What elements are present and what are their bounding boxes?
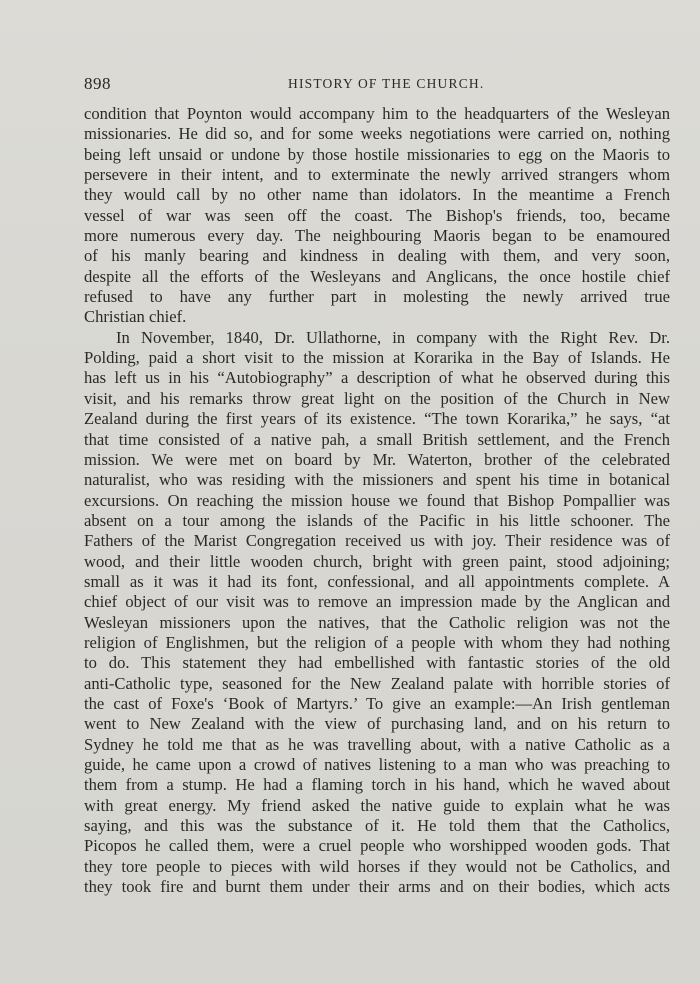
text-line: chief object of our visit was to remove an impression made by the Anglican and [84, 592, 670, 612]
text-line: has left us in his “Autobiography” a description of what he observed during this [84, 368, 670, 388]
text-line: guide, he came upon a crowd of natives listening to a man who was preaching to [84, 755, 670, 774]
text-line: absent on a tour among the islands of the Pacific in his little schooner. The [84, 510, 670, 530]
text-line: saying, and this was the substance of it. He told them that the Catholics, [84, 816, 670, 836]
text-line: Wesleyan missioners upon the natives, that the Catholic religion was not the [84, 612, 670, 632]
text-line: excursions. On reaching the mission house we found that Bishop Pompallier was [84, 490, 670, 510]
text-line: visit, and his remarks throw great light on the position of the Church in New [84, 388, 670, 408]
text-line: to do. This statement they had embellished with fantastic stories of the old [84, 653, 670, 673]
text-line: Zealand during the first years of its existence. “The town Korarika,” he says, “at [84, 409, 670, 429]
text-line: persevere in their intent, and to exterminate the newly arrived strangers whom [84, 165, 670, 185]
text-line: mission. We were met on board by Mr. Waterton, brother of the celebrated [84, 449, 670, 469]
text-line: small as it was it had its font, confessional, and all appointments complete. A [84, 571, 670, 591]
text-line: them from a stump. He had a flaming torch in his hand, which he waved about [84, 775, 670, 795]
text-line: being left unsaid or undone by those hostile missionaries to egg on the Maoris to [84, 144, 670, 164]
text-line: went to New Zealand with the view of purchasing land, and on his return to [84, 714, 670, 734]
text-line: missionaries. He did so, and for some weeks negotiations were carried on, nothing [84, 124, 670, 144]
text-line: Picopos he called them, were a cruel people who worshipped wooden gods. That [84, 836, 670, 856]
text-line: Polding, paid a short visit to the mission at Korarika in the Bay of Islands. He [84, 348, 670, 368]
text-line: Christian chief. [84, 307, 187, 327]
text-line: religion of Englishmen, but the religion of a people with whom they had nothing [84, 632, 670, 652]
text-line: that time consisted of a native pah, a small British settlement, and the French [84, 429, 670, 449]
text-line: naturalist, who was residing with the missioners and spent his time in botanical [84, 470, 670, 490]
text-line: they tore people to pieces with wild horses if they would not be Catholics, and [84, 856, 670, 876]
text-line: despite all the efforts of the Wesleyans and Anglicans, the once hostile chief [84, 266, 670, 286]
text-line: Fathers of the Marist Congregation received us with joy. Their residence was of [84, 531, 670, 551]
running-header [84, 74, 670, 96]
text-line: wood, and their little wooden church, bright with green paint, stood adjoining; [84, 551, 670, 571]
running-title: HISTORY OF THE CHURCH. [288, 76, 485, 91]
text-line: they would call by no other name than idolators. In the meantime a French [84, 185, 670, 205]
text-line: with great energy. My friend asked the native guide to explain what he was [84, 795, 670, 815]
text-line: more numerous every day. The neighbouring Maoris began to be enamoured [84, 226, 670, 246]
text-line: the cast of Foxe's ‘Book of Martyrs.’ To give an example:—An Irish gentleman [84, 693, 670, 713]
text-line: vessel of war was seen off the coast. The Bishop's friends, too, became [84, 205, 670, 225]
body-text [84, 104, 670, 897]
paragraph-first-line: In November, 1840, Dr. Ullathorne, in company with the Right Rev. Dr. [116, 327, 670, 347]
text-line: they took fire and burnt them under their arms and on their bodies, which acts [84, 877, 670, 897]
text-line: of his manly bearing and kindness in dealing with them, and very soon, [84, 246, 670, 266]
page-number: 898 [84, 74, 111, 93]
text-line: refused to have any further part in molesting the newly arrived true [84, 287, 670, 307]
text-line: Sydney he told me that as he was travelling about, with a native Catholic as a [84, 734, 670, 754]
text-line: anti-Catholic type, seasoned for the New Zealand palate with horrible stories of [84, 673, 670, 693]
text-line: condition that Poynton would accompany him to the headquarters of the Wesleyan [84, 104, 670, 123]
